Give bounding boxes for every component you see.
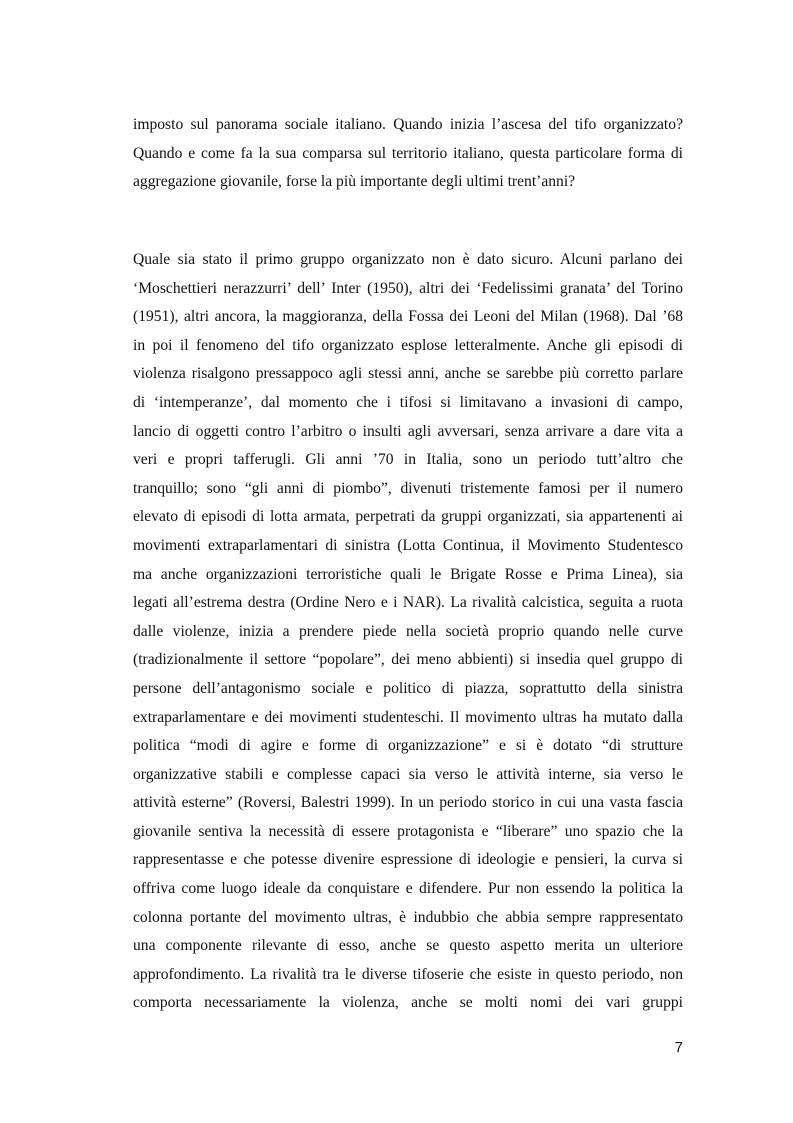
text-line: elevato di episodi di lotta armata, perpetrati da gruppi organizzati, sia appartenenti ai bbox=[133, 508, 683, 526]
text-line: in poi il fenomeno del tifo organizzato esplose letteralmente. Anche gli episodi di bbox=[133, 336, 683, 354]
text-line: ‘Moschettieri nerazzurri’ dell’ Inter (1950), altri dei ‘Fedelissimi granata’ del Torino bbox=[133, 279, 683, 297]
text-line: rappresentasse e che potesse divenire espressione di ideologie e pensieri, la curva si bbox=[133, 851, 683, 869]
text-line: legati all’estrema destra (Ordine Nero e i NAR). La rivalità calcistica, seguita a ruota bbox=[133, 594, 683, 612]
text-line: una componente rilevante di esso, anche se questo aspetto merita un ulteriore bbox=[133, 937, 683, 955]
text-line: Quando e come fa la sua comparsa sul territorio italiano, questa particolare forma di bbox=[133, 144, 683, 162]
text-line: attività esterne” (Roversi, Balestri 1999). In un periodo storico in cui una vasta fascia bbox=[133, 794, 683, 812]
text-line: dalle violenze, inizia a prendere piede nella società proprio quando nelle curve bbox=[133, 622, 683, 640]
text-line: lancio di oggetti contro l’arbitro o insulti agli avversari, senza arrivare a dare vita a bbox=[133, 422, 683, 440]
text-line: ma anche organizzazioni terroristiche quali le Brigate Rosse e Prima Linea), sia bbox=[133, 565, 683, 583]
text-line: politica “modi di agire e forme di organizzazione” e si è dotato “di strutture bbox=[133, 737, 683, 755]
paragraph-2 bbox=[133, 246, 683, 1018]
text-line: Quale sia stato il primo gruppo organizzato non è dato sicuro. Alcuni parlano dei bbox=[133, 251, 683, 268]
text-line: persone dell’antagonismo sociale e politico di piazza, soprattutto della sinistra bbox=[133, 679, 683, 697]
text-line: giovanile sentiva la necessità di essere protagonista e “liberare” uno spazio che la bbox=[133, 822, 683, 840]
page-number: 7 bbox=[674, 1039, 683, 1056]
text-line: comporta necessariamente la violenza, anche se molti nomi dei vari gruppi bbox=[133, 994, 683, 1012]
text-line: imposto sul panorama sociale italiano. Quando inizia l’ascesa del tifo organizzato? bbox=[133, 116, 683, 133]
text-line: veri e propri tafferugli. Gli anni ’70 in Italia, sono un periodo tutt’altro che bbox=[133, 451, 683, 469]
text-line: (tradizionalmente il settore “popolare”, dei meno abbienti) si insedia quel gruppo di bbox=[133, 651, 683, 669]
text-line: tranquillo; sono “gli anni di piombo”, divenuti tristemente famosi per il numero bbox=[133, 479, 683, 497]
paragraph-1 bbox=[133, 111, 683, 197]
text-line: di ‘intemperanze’, dal momento che i tifosi si limitavano a invasioni di campo, bbox=[133, 393, 683, 411]
text-line: organizzative stabili e complesse capaci sia verso le attività interne, sia verso le bbox=[133, 765, 683, 783]
text-line: offriva come luogo ideale da conquistare e difendere. Pur non essendo la politica la bbox=[133, 880, 683, 898]
text-line: approfondimento. La rivalità tra le diverse tifoserie che esiste in questo periodo, non bbox=[133, 965, 683, 983]
text-line: colonna portante del movimento ultras, è indubbio che abbia sempre rappresentato bbox=[133, 908, 683, 926]
text-line: extraparlamentare e dei movimenti studenteschi. Il movimento ultras ha mutato dalla bbox=[133, 708, 683, 726]
text-line: movimenti extraparlamentari di sinistra (Lotta Continua, il Movimento Studentesco bbox=[133, 536, 683, 554]
text-line: violenza risalgono pressappoco agli stessi anni, anche se sarebbe più corretto parlare bbox=[133, 365, 683, 383]
text-line: (1951), altri ancora, la maggioranza, della Fossa dei Leoni del Milan (1968). Dal ’68 bbox=[133, 308, 683, 326]
text-line: aggregazione giovanile, forse la più importante degli ultimi trent’anni? bbox=[133, 173, 576, 191]
